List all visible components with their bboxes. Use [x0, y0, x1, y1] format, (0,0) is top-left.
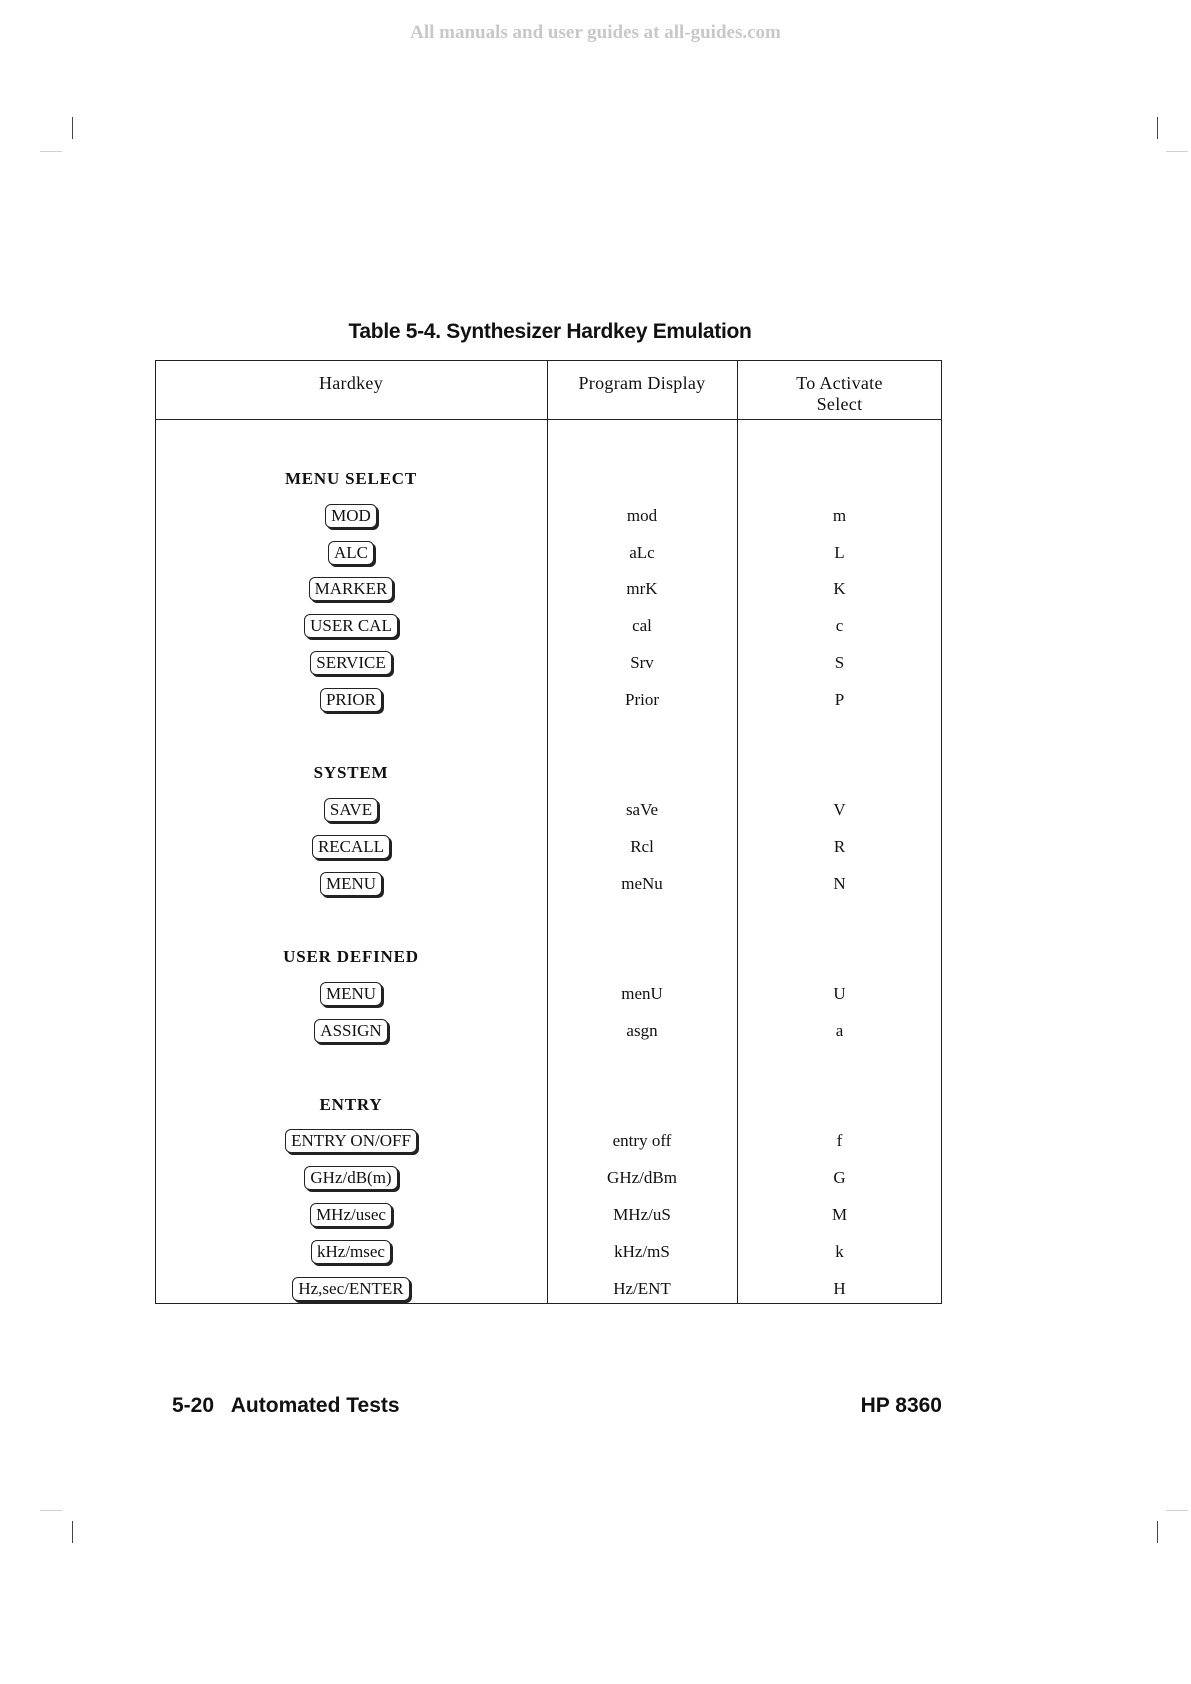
table-row-hardkey	[156, 796, 546, 824]
section-heading: MENU SELECT	[284, 469, 418, 488]
table-row-program-display: mod	[626, 505, 658, 525]
hardkey-label: ALC	[328, 541, 374, 565]
table-row-hardkey	[156, 612, 546, 640]
table-row-select: L	[834, 542, 845, 562]
table-row-select: V	[833, 800, 846, 820]
table-row-program-display: menU	[621, 984, 663, 1004]
hardkey-label: PRIOR	[320, 688, 382, 712]
table-row-select: H	[833, 1278, 846, 1298]
table-row-hardkey	[156, 575, 546, 603]
hardkey-label: kHz/msec	[311, 1240, 391, 1264]
section-heading: SYSTEM	[313, 763, 389, 783]
table-row-program-display: mrK	[626, 579, 658, 599]
crop-mark	[1157, 117, 1158, 139]
header-program-display: Program Display	[578, 373, 706, 393]
section-heading: USER DEFINED	[283, 947, 419, 967]
table-row-select: G	[833, 1168, 846, 1188]
table-title: Table 5-4. Synthesizer Hardkey Emulation	[348, 320, 752, 343]
table-row-program-display: saVe	[625, 800, 659, 820]
table-row-hardkey	[156, 870, 546, 898]
header-hardkey: Hardkey	[318, 373, 384, 393]
table-row-hardkey	[156, 1164, 546, 1192]
crop-mark	[40, 151, 62, 152]
hardkey-label: Hz,sec/ENTER	[292, 1277, 409, 1301]
header-divider	[156, 419, 941, 420]
table-row-program-display: cal	[632, 616, 652, 636]
table-row-program-display: aLc	[629, 542, 655, 562]
hardkey-label: MHz/usec	[310, 1203, 392, 1227]
table-row-hardkey	[156, 539, 546, 567]
table-row-hardkey	[156, 502, 546, 530]
crop-mark	[1166, 151, 1188, 152]
table-row-select: U	[833, 984, 846, 1004]
table-row-program-display: asgn	[626, 1021, 658, 1040]
table-row-select: R	[833, 837, 846, 856]
header-to-activate-line1: To Activate	[796, 373, 883, 393]
table-row-hardkey	[156, 1201, 546, 1229]
table-row-select: P	[834, 689, 845, 709]
crop-mark	[1157, 1521, 1158, 1543]
table-row-select: S	[834, 653, 845, 672]
header-to-activate	[738, 373, 941, 415]
crop-mark	[1166, 1510, 1188, 1511]
table-row-select: M	[831, 1205, 848, 1224]
table-row-hardkey	[156, 1017, 546, 1045]
hardkey-label: SAVE	[324, 798, 378, 822]
table-row-select: K	[833, 579, 846, 599]
hardkey-label: MARKER	[309, 577, 394, 601]
hardkey-label: MENU	[320, 872, 382, 896]
hardkey-label: SERVICE	[310, 651, 391, 675]
section-heading: ENTRY	[319, 1094, 383, 1114]
hardkey-label: MENU	[320, 982, 382, 1006]
crop-mark	[72, 1521, 73, 1543]
hardkey-label: RECALL	[312, 835, 390, 859]
table-row-hardkey	[156, 686, 546, 714]
hardkey-table	[155, 360, 942, 1304]
table-row-program-display: MHz/uS	[613, 1205, 671, 1224]
crop-mark	[40, 1510, 62, 1511]
table-row-select: a	[835, 1021, 844, 1040]
table-row-hardkey	[156, 980, 546, 1008]
table-row-program-display: Prior	[625, 689, 659, 709]
hardkey-label: ENTRY ON/OFF	[285, 1129, 417, 1153]
table-row-select: k	[835, 1241, 844, 1261]
table-row-select: c	[835, 616, 844, 636]
table-row-hardkey	[156, 1238, 546, 1266]
table-row-select: f	[836, 1131, 843, 1151]
hardkey-label: ASSIGN	[314, 1019, 387, 1043]
footer-model: HP 8360	[860, 1394, 942, 1417]
table-row-program-display: kHz/mS	[614, 1241, 670, 1261]
crop-mark	[72, 117, 73, 139]
table-row-hardkey	[156, 649, 546, 677]
hardkey-label: USER CAL	[304, 614, 398, 638]
table-row-select: m	[832, 505, 847, 525]
header-to-activate-line2: Select	[816, 394, 863, 414]
table-row-select: N	[833, 873, 846, 893]
table-row-hardkey	[156, 1275, 546, 1303]
table-row-program-display: GHz/dBm	[607, 1168, 677, 1188]
footer-page-section: 5-20 Automated Tests	[172, 1394, 400, 1417]
table-row-program-display: Srv	[630, 653, 654, 672]
table-row-program-display: Rcl	[630, 837, 654, 856]
watermark: All manuals and user guides at all-guides.com	[410, 22, 781, 43]
hardkey-label: MOD	[325, 504, 377, 528]
table-row-hardkey	[156, 833, 546, 861]
table-row-program-display: entry off	[612, 1131, 672, 1151]
table-row-program-display: meNu	[621, 873, 663, 893]
hardkey-label: GHz/dB(m)	[304, 1166, 397, 1190]
table-row-hardkey	[156, 1127, 546, 1155]
table-row-program-display: Hz/ENT	[613, 1278, 671, 1298]
